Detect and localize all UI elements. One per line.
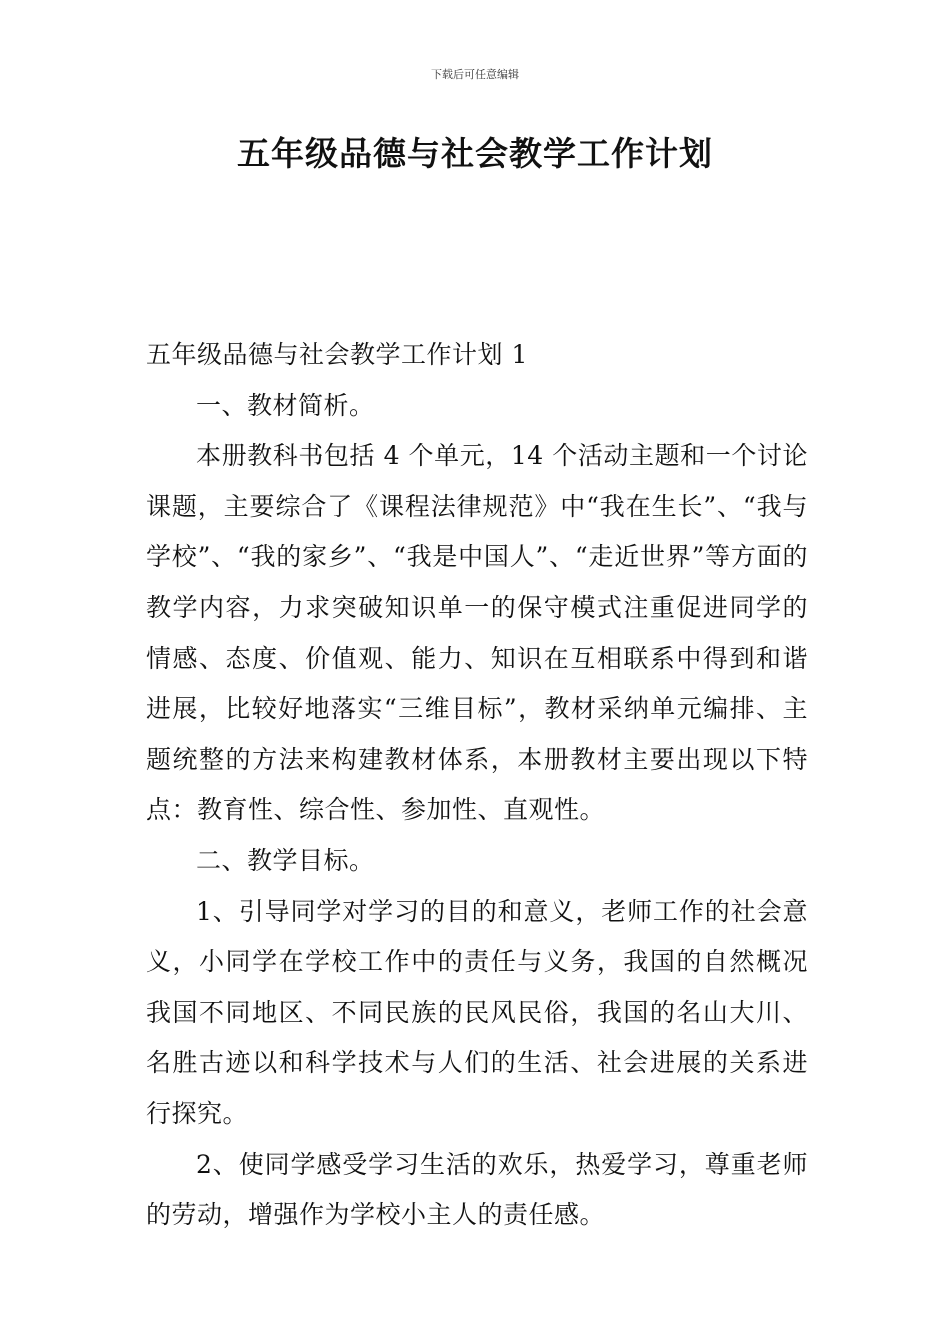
- document-title: 五年级品德与社会教学工作计划: [237, 134, 713, 173]
- paragraph: 2、使同学感受学习生活的欢乐，热爱学习，尊重老师的劳动，增强作为学校小主人的责任感。: [146, 1149, 808, 1230]
- subsection-heading: 一、教材简析。: [196, 390, 375, 420]
- subsection-heading: 二、教学目标。: [196, 845, 375, 875]
- paragraph: 本册教科书包括 4 个单元，14 个活动主题和一个讨论课题，主要综合了《课程法律规范》中“我在生长”、“我与学校”、“我的家乡”、“我是中国人”、“走近世界”等方面的教学内容，力求突破知识单一的保守模式注重促进同学的情感、态度、价值观、能力、知识在互相联系中得到和谐进展，比较好地落实“三维目标”，教材采纳单元编排、主题统整的方法来构建教材体系，本册教材主要出现以下特点：教育性、综合性、参加性、直观性。: [146, 441, 808, 825]
- document-body: [146, 330, 808, 1241]
- section-heading: 五年级品德与社会教学工作计划 1: [146, 340, 528, 369]
- paragraph: 1、引导同学对学习的目的和意义，老师工作的社会意义，小同学在学校工作中的责任与义务，我国的自然概况我国不同地区、不同民族的民风民俗，我国的名山大川、名胜古迹以和科学技术与人们的生活、社会进展的关系进行探究。: [146, 896, 808, 1128]
- header-note: 下载后可任意编辑: [431, 68, 519, 81]
